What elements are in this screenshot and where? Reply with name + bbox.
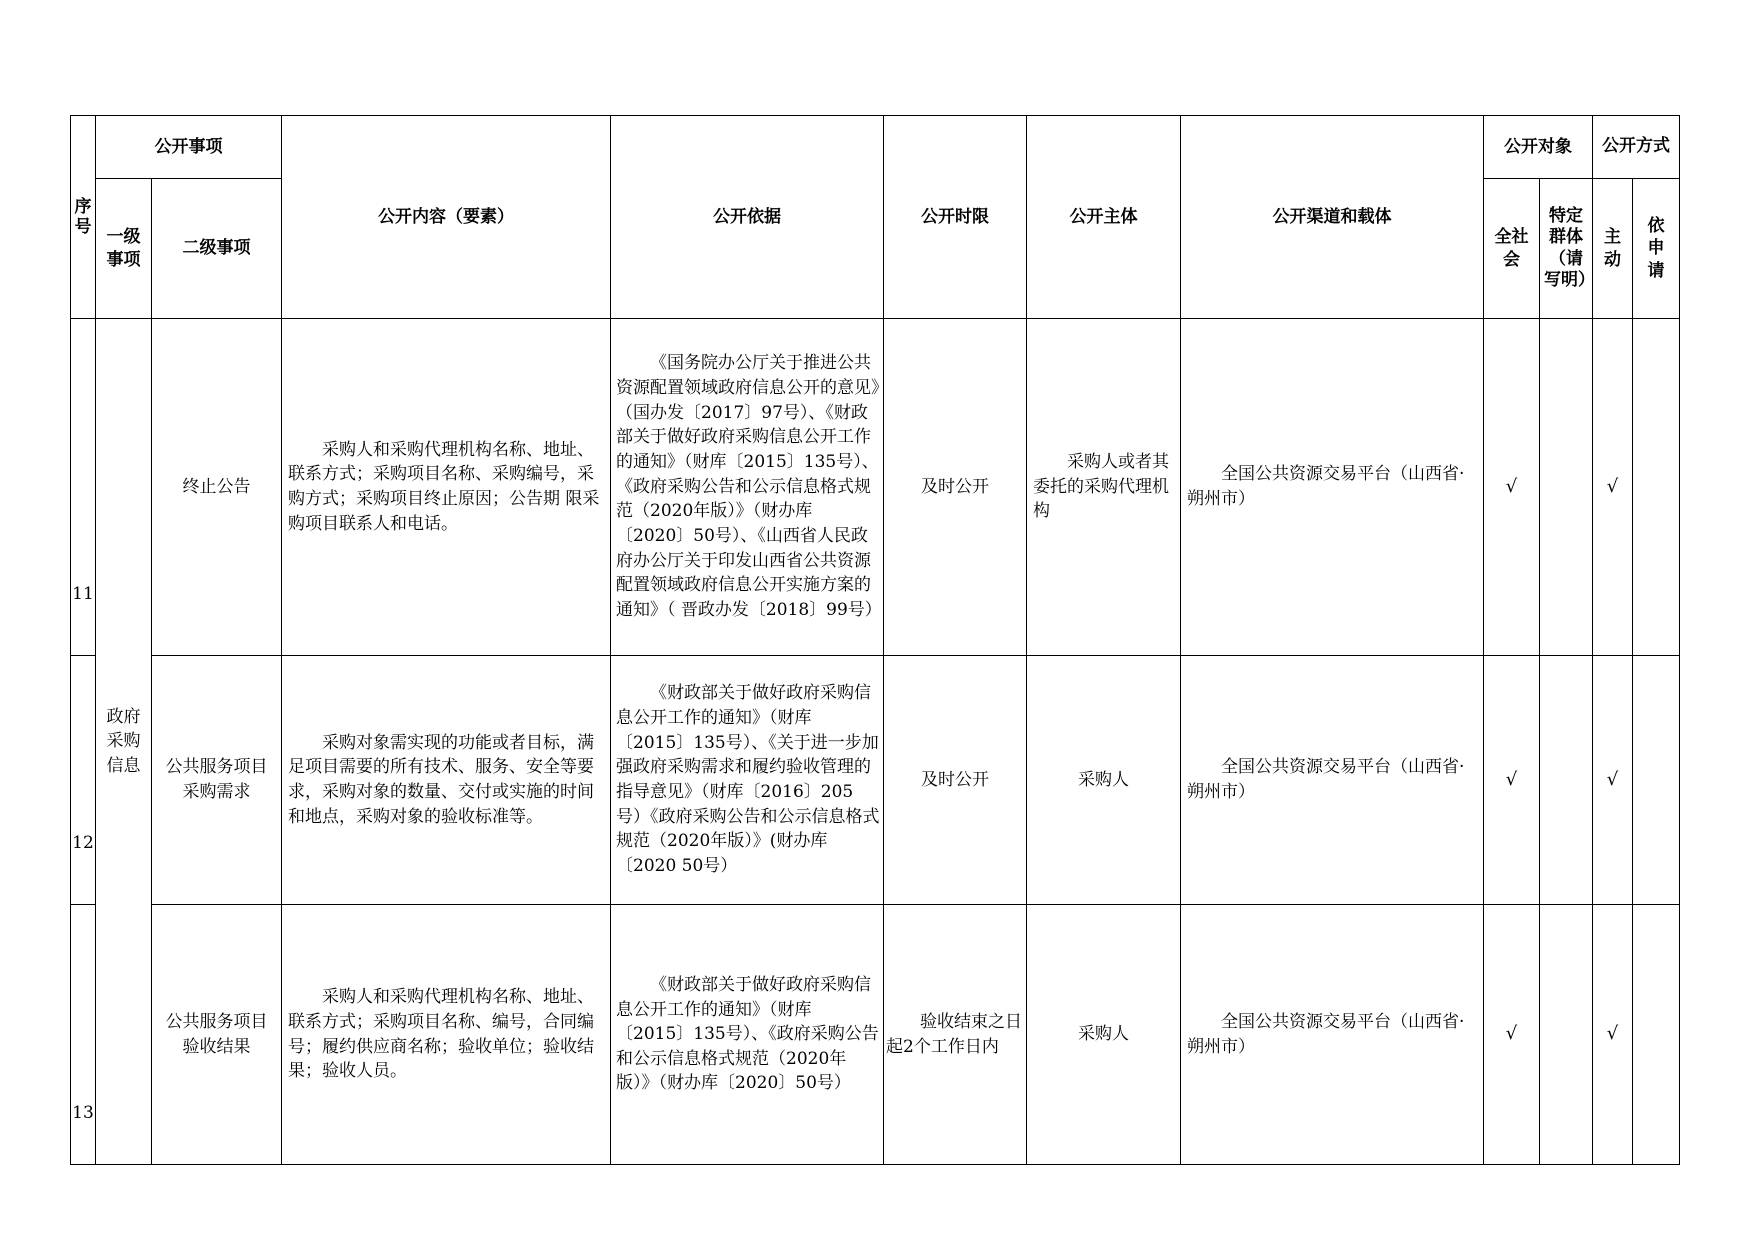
row-item: 公共服务项目采购需求	[152, 656, 282, 905]
header-on-request: 依申请	[1633, 179, 1680, 319]
header-content: 公开内容（要素）	[282, 116, 611, 319]
row-channel: 全国公共资源交易平台（山西省·朔州市）	[1181, 319, 1484, 656]
row-time-limit: 及时公开	[884, 656, 1027, 905]
row-seq-value: 13	[72, 1103, 94, 1124]
header-basis: 公开依据	[611, 116, 884, 319]
header-active: 主动	[1593, 179, 1633, 319]
row-active: √	[1593, 905, 1633, 1165]
row-content: 采购对象需实现的功能或者目标，满足项目需要的所有技术、服务、安全等要求，采购对象的数量、交付或实施的时间和地点，采购对象的验收标准等。	[282, 656, 611, 905]
row-whole-society: √	[1484, 905, 1540, 1165]
row-active: √	[1593, 656, 1633, 905]
header-whole-society: 全社会	[1484, 179, 1540, 319]
row-basis: 《财政部关于做好政府采购信息公开工作的通知》（财库〔2015〕135号）、《政府采购公告和公示信息格式规范（2020年版）》（财办库〔2020〕50号）	[611, 905, 884, 1165]
row-channel: 全国公共资源交易平台（山西省·朔州市）	[1181, 905, 1484, 1165]
table-row	[71, 905, 1680, 1165]
row-on-request	[1633, 905, 1680, 1165]
header-level2: 二级事项	[152, 179, 282, 319]
row-item: 公共服务项目验收结果	[152, 905, 282, 1165]
table-row	[71, 319, 1680, 656]
row-specific-group	[1540, 319, 1593, 656]
row-on-request	[1633, 319, 1680, 656]
header-seq: 序号	[71, 116, 96, 319]
row-seq	[71, 319, 96, 656]
header-specific-group: 特定群体（请写明）	[1540, 179, 1593, 319]
row-subject: 采购人	[1027, 656, 1181, 905]
category-cell	[96, 319, 152, 1165]
row-time-limit: 及时公开	[884, 319, 1027, 656]
row-whole-society: √	[1484, 656, 1540, 905]
row-active: √	[1593, 319, 1633, 656]
row-seq	[71, 656, 96, 905]
table-row	[71, 656, 1680, 905]
row-content: 采购人和采购代理机构名称、地址、联系方式；采购项目名称、编号，合同编号；履约供应商名称；验收单位；验收结果；验收人员。	[282, 905, 611, 1165]
header-channel: 公开渠道和载体	[1181, 116, 1484, 319]
row-seq-value: 11	[72, 584, 94, 605]
header-target: 公开对象	[1484, 116, 1593, 179]
row-seq	[71, 905, 96, 1165]
row-whole-society: √	[1484, 319, 1540, 656]
header-public-items: 公开事项	[96, 116, 282, 179]
row-on-request	[1633, 656, 1680, 905]
row-time-limit: 验收结束之日起2个工作日内	[884, 905, 1027, 1165]
row-specific-group	[1540, 656, 1593, 905]
row-basis: 《国务院办公厅关于推进公共资源配置领域政府信息公开的意见》（国办发〔2017〕97号）、《财政部关于做好政府采购信息公开工作的通知》（财库〔2015〕135号）、《政府采购公告和公示信息格式规范（2020年版）》（财办库〔2020〕50号）、《山西省人民政府办公厅关于印发山西省公共资源配置领域政府信息公开实施方案的通知》（ 晋政办发〔2018〕99号）	[611, 319, 884, 656]
header-method: 公开方式	[1593, 116, 1680, 179]
header-time-limit: 公开时限	[884, 116, 1027, 319]
category-label: 政府采购信息	[106, 706, 141, 776]
row-subject: 采购人或者其委托的采购代理机构	[1027, 319, 1181, 656]
row-subject: 采购人	[1027, 905, 1181, 1165]
header-subject: 公开主体	[1027, 116, 1181, 319]
header-level1: 一级事项	[96, 179, 152, 319]
row-channel: 全国公共资源交易平台（山西省·朔州市）	[1181, 656, 1484, 905]
row-seq-value: 12	[72, 833, 94, 854]
row-item: 终止公告	[152, 319, 282, 656]
row-content: 采购人和采购代理机构名称、地址、联系方式；采购项目名称、采购编号，采购方式；采购项目终止原因；公告期 限采购项目联系人和电话。	[282, 319, 611, 656]
disclosure-table	[70, 115, 1680, 1165]
row-specific-group	[1540, 905, 1593, 1165]
row-basis: 《财政部关于做好政府采购信息公开工作的通知》（财库〔2015〕135号）、《关于进一步加强政府采购需求和履约验收管理的指导意见》（财库〔2016〕205 号）《政府采购公告和公示信息格式规范（2020年版）》(财办库〔2020 50号）	[611, 656, 884, 905]
